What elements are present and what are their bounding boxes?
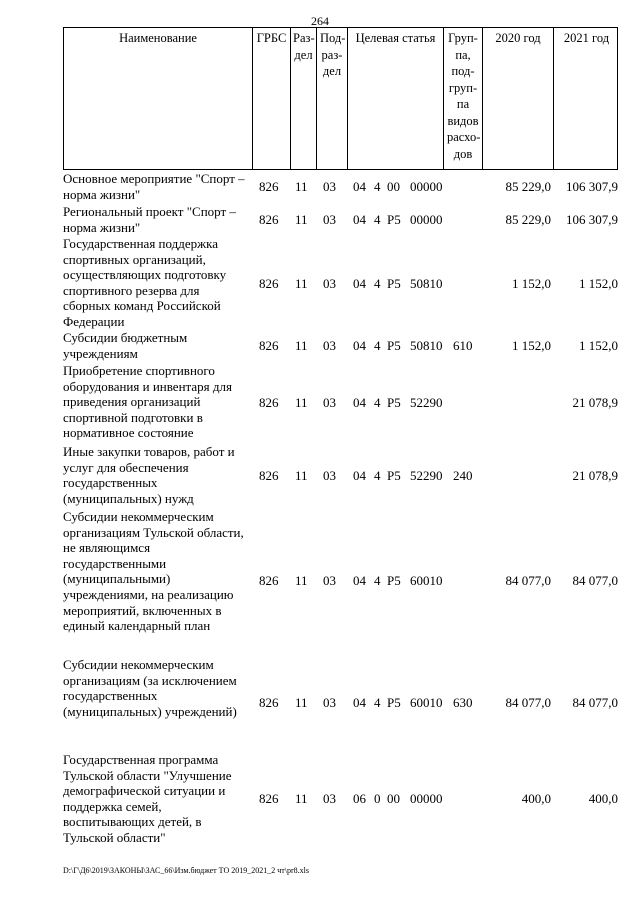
table-row	[63, 171, 618, 202]
row-podrazdel: 03	[323, 573, 336, 588]
row-2021: 21 078,9	[572, 395, 618, 410]
table-row	[63, 330, 618, 361]
row-article-4: 50810	[410, 338, 443, 353]
row-group: 610	[453, 338, 473, 353]
row-article-4: 52290	[410, 395, 443, 410]
row-article-2: 4	[374, 395, 381, 410]
file-path-footer: D:\Г\Д6\2019\ЗАКОНЫ\ЗАС_66\Изм.бюджет ТО 2019_2021_2 чт\pr8.xls	[63, 866, 309, 875]
row-article-4: 60010	[410, 695, 443, 710]
row-2021: 106 307,9	[566, 179, 618, 194]
row-article-2: 4	[374, 338, 381, 353]
row-article-3: Р5	[387, 573, 401, 588]
row-grbs: 826	[259, 395, 279, 410]
header-podrazdel: Под-раз-дел	[316, 28, 347, 169]
table-row	[63, 204, 618, 235]
row-grbs: 826	[259, 179, 279, 194]
row-article-4: 00000	[410, 212, 443, 227]
row-article-1: 04	[353, 276, 366, 291]
header-2021: 2021 год	[553, 28, 619, 169]
row-grbs: 826	[259, 338, 279, 353]
row-article-1: 04	[353, 573, 366, 588]
row-article-3: Р5	[387, 395, 401, 410]
header-name: Наименование	[119, 31, 197, 45]
table-row	[63, 363, 618, 442]
table-row	[63, 752, 618, 847]
row-name: Государственная программа Тульской области "Улучшение демографической ситуации и поддержка семей, воспитывающих детей, в Тульской области"	[63, 752, 232, 845]
row-name: Иные закупки товаров, работ и услуг для обеспечения государственных (муниципальных) нужд	[63, 444, 235, 506]
row-2020: 85 229,0	[505, 212, 551, 227]
header-razdel: Раз-дел	[290, 28, 316, 169]
row-article-3: Р5	[387, 468, 401, 483]
row-podrazdel: 03	[323, 179, 336, 194]
row-article-2: 4	[374, 573, 381, 588]
row-article-2: 4	[374, 468, 381, 483]
row-grbs: 826	[259, 468, 279, 483]
row-2021: 84 077,0	[572, 695, 618, 710]
row-article-1: 04	[353, 395, 366, 410]
row-razdel: 11	[295, 338, 308, 353]
row-article-4: 60010	[410, 573, 443, 588]
table-row	[63, 657, 618, 720]
row-name: Субсидии некоммерческим организациям Тульской области, не являющимся государственными (муниципальными) учреждениями, на реализацию мероприятий, включенных в единый календарный план	[63, 509, 244, 634]
row-razdel: 11	[295, 212, 308, 227]
row-2020: 1 152,0	[512, 338, 551, 353]
row-grbs: 826	[259, 212, 279, 227]
row-2021: 400,0	[588, 791, 618, 806]
row-2020: 85 229,0	[505, 179, 551, 194]
row-name: Региональный проект "Спорт – норма жизни"	[63, 204, 236, 235]
table-header	[63, 27, 618, 170]
row-2020: 84 077,0	[505, 695, 551, 710]
row-razdel: 11	[295, 276, 308, 291]
row-2020: 1 152,0	[512, 276, 551, 291]
row-article-1: 04	[353, 179, 366, 194]
row-grbs: 826	[259, 695, 279, 710]
page-number: 264	[311, 14, 329, 28]
row-podrazdel: 03	[323, 395, 336, 410]
header-grbs: ГРБС	[252, 28, 290, 169]
row-name: Субсидии бюджетным учреждениям	[63, 330, 188, 361]
row-name: Субсидии некоммерческим организациям (за исключением государственных (муниципальных) учреждений)	[63, 657, 237, 719]
row-razdel: 11	[295, 468, 308, 483]
row-2020: 400,0	[521, 791, 551, 806]
row-article-4: 00000	[410, 179, 443, 194]
header-group: Груп-па, под-груп-па видов расхо-дов	[443, 28, 482, 169]
row-article-1: 04	[353, 212, 366, 227]
row-grbs: 826	[259, 791, 279, 806]
row-razdel: 11	[295, 179, 308, 194]
row-grbs: 826	[259, 276, 279, 291]
row-article-3: Р5	[387, 338, 401, 353]
row-name: Приобретение спортивного оборудования и инвентаря для приведения организаций спортивной подготовки в нормативное состояние	[63, 363, 232, 441]
row-article-4: 00000	[410, 791, 443, 806]
row-article-2: 0	[374, 791, 381, 806]
row-article-3: 00	[387, 179, 400, 194]
row-article-3: Р5	[387, 212, 401, 227]
row-podrazdel: 03	[323, 791, 336, 806]
row-razdel: 11	[295, 573, 308, 588]
row-article-2: 4	[374, 276, 381, 291]
row-podrazdel: 03	[323, 276, 336, 291]
row-podrazdel: 03	[323, 468, 336, 483]
row-razdel: 11	[295, 791, 308, 806]
row-group: 240	[453, 468, 473, 483]
row-2021: 1 152,0	[579, 276, 618, 291]
row-2021: 1 152,0	[579, 338, 618, 353]
row-podrazdel: 03	[323, 695, 336, 710]
row-article-2: 4	[374, 179, 381, 194]
table-row	[63, 444, 618, 507]
row-article-1: 04	[353, 468, 366, 483]
row-name: Государственная поддержка спортивных организаций, осуществляющих подготовку спортивного резерва для сборных команд Российской Федерации	[63, 236, 227, 329]
row-article-2: 4	[374, 695, 381, 710]
row-razdel: 11	[295, 695, 308, 710]
row-podrazdel: 03	[323, 338, 336, 353]
row-group: 630	[453, 695, 473, 710]
row-article-1: 04	[353, 338, 366, 353]
row-article-3: 00	[387, 791, 400, 806]
row-name: Основное мероприятие "Спорт – норма жизни"	[63, 171, 245, 202]
row-article-3: Р5	[387, 695, 401, 710]
row-razdel: 11	[295, 395, 308, 410]
row-2021: 21 078,9	[572, 468, 618, 483]
row-grbs: 826	[259, 573, 279, 588]
row-article-4: 52290	[410, 468, 443, 483]
row-2020: 84 077,0	[505, 573, 551, 588]
header-2020: 2020 год	[482, 28, 553, 169]
row-article-3: Р5	[387, 276, 401, 291]
row-article-1: 04	[353, 695, 366, 710]
header-article: Целевая статья	[347, 28, 443, 169]
row-article-4: 50810	[410, 276, 443, 291]
row-article-2: 4	[374, 212, 381, 227]
row-2021: 84 077,0	[572, 573, 618, 588]
row-article-1: 06	[353, 791, 366, 806]
row-podrazdel: 03	[323, 212, 336, 227]
table-row	[63, 236, 618, 330]
row-2021: 106 307,9	[566, 212, 618, 227]
table-row	[63, 509, 618, 639]
